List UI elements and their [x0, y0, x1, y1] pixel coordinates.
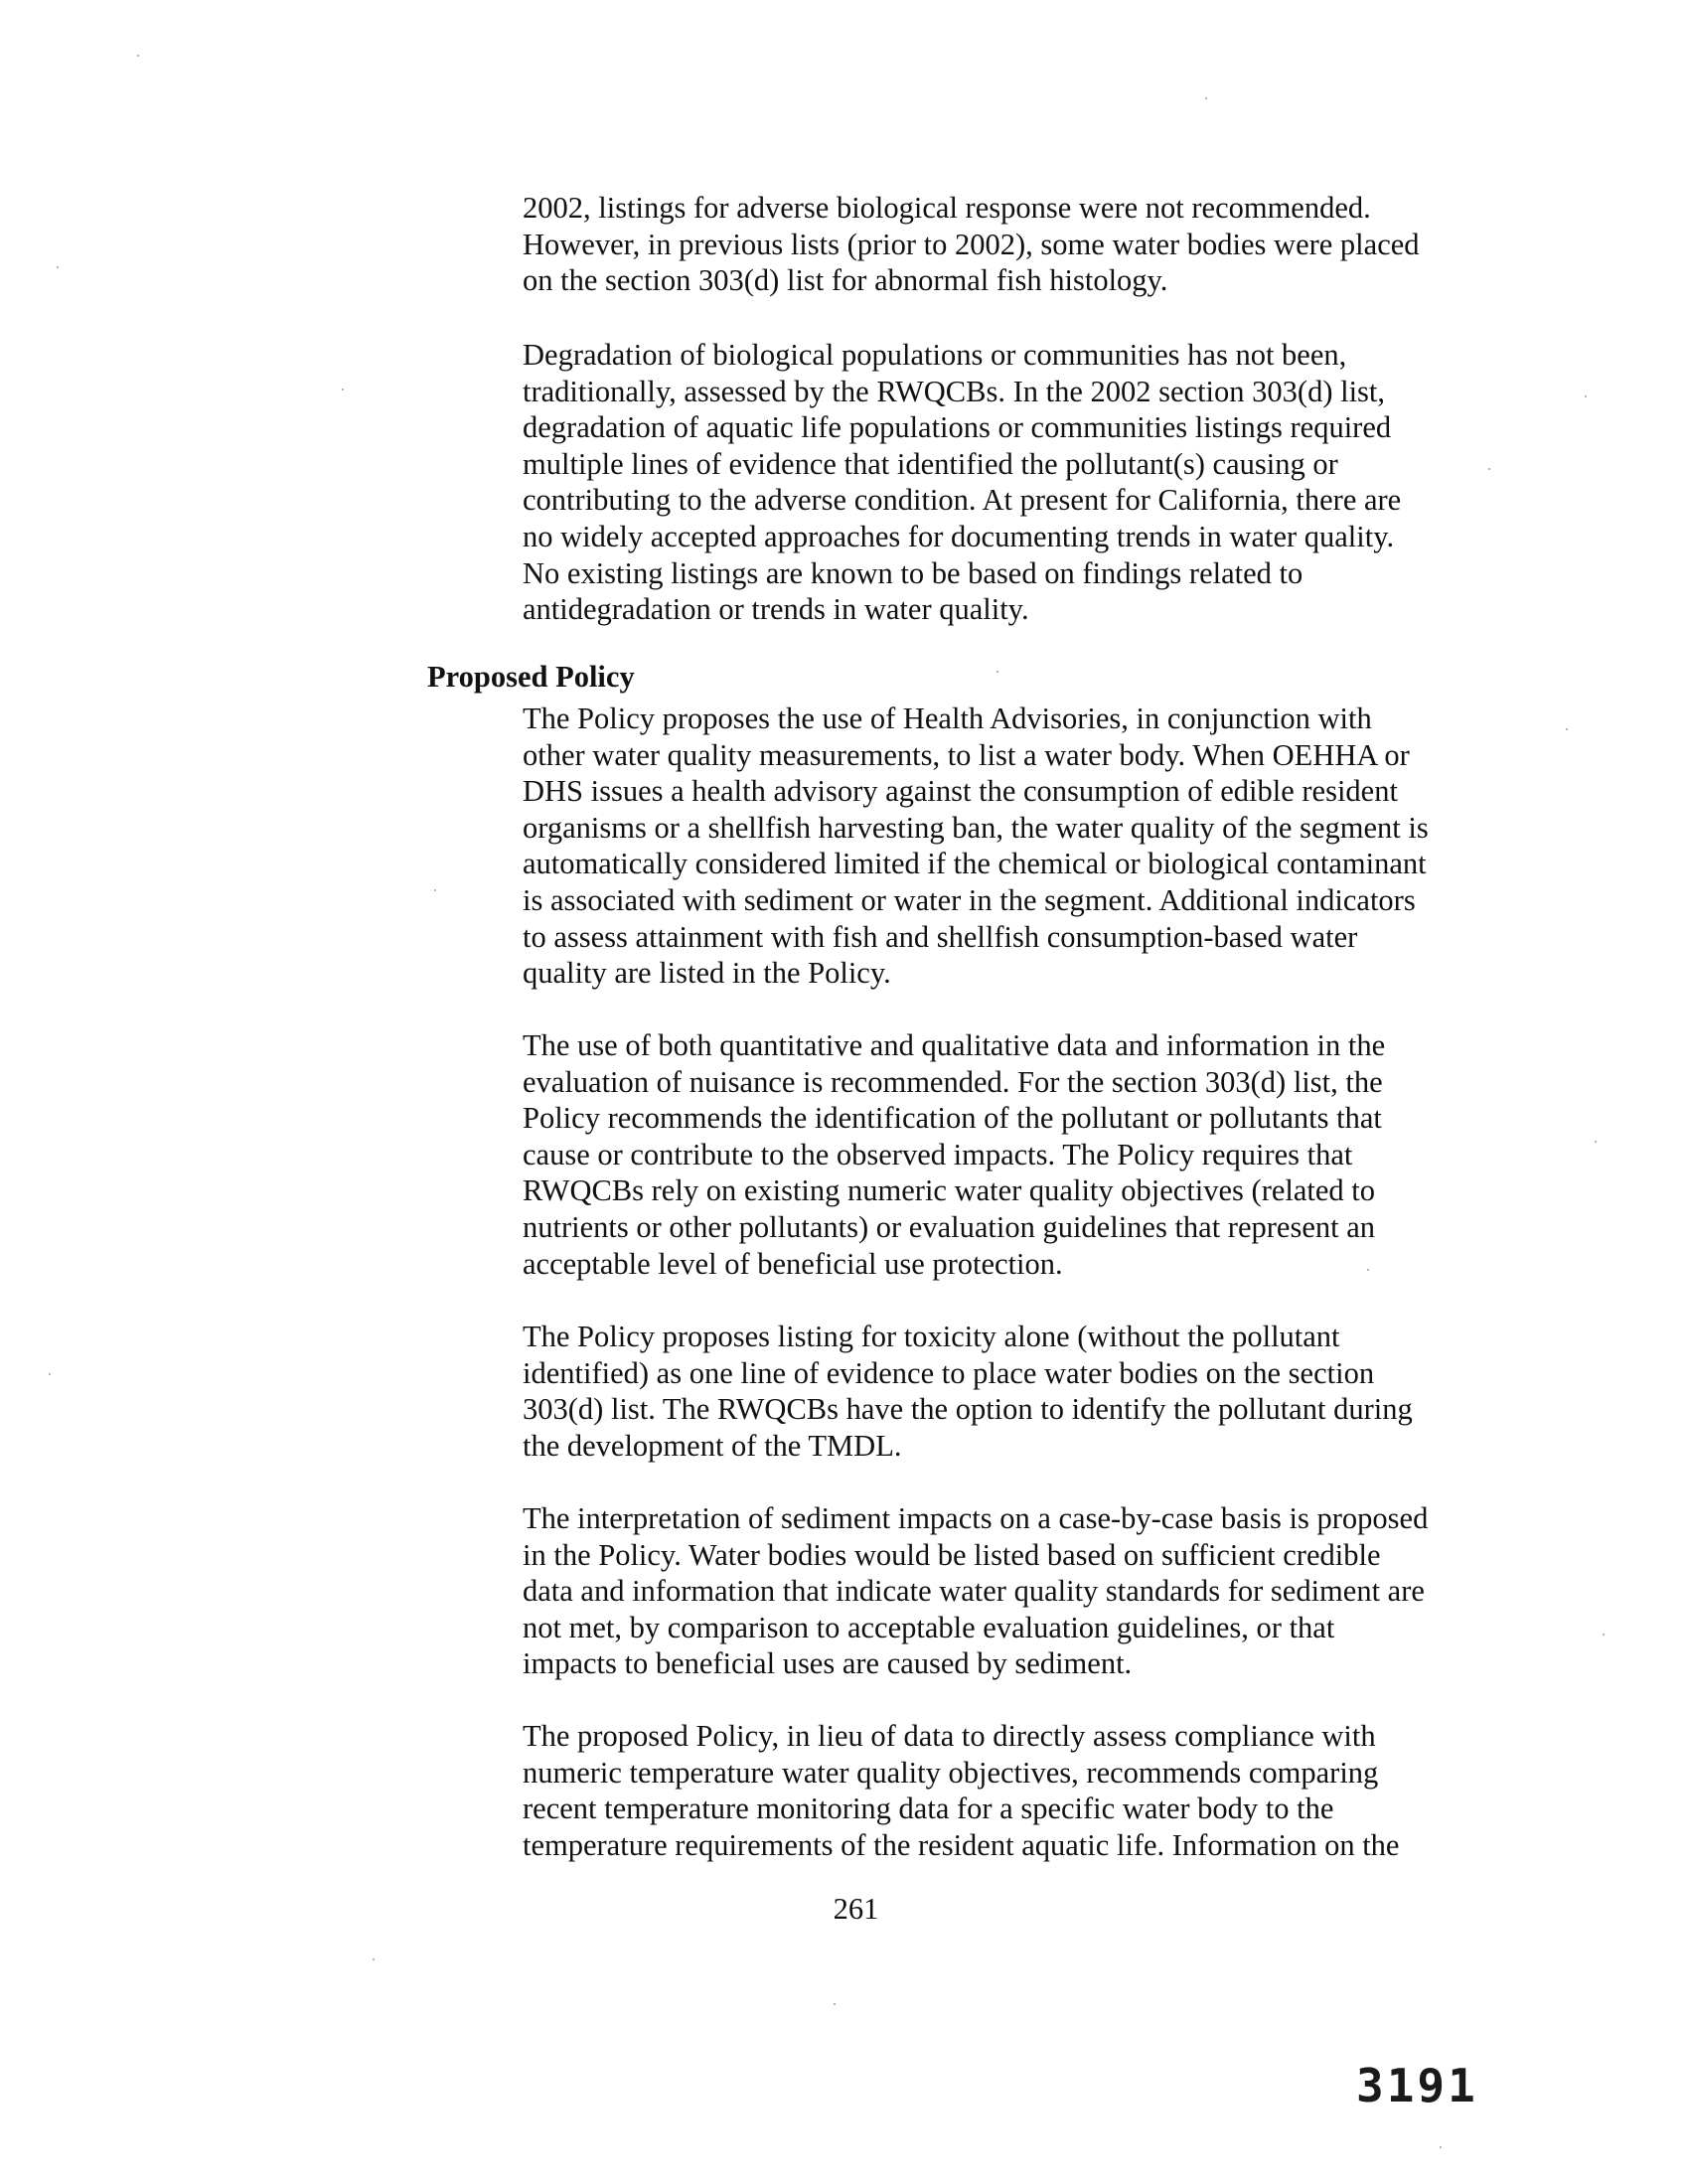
text-line: traditionally, assessed by the RWQCBs. In the 2002 section 303(d) list,	[523, 374, 1386, 408]
scan-speck	[373, 1958, 375, 1960]
text-line: acceptable level of beneficial use protection.	[523, 1246, 1063, 1281]
text-line: No existing listings are known to be based on findings related to	[523, 555, 1303, 590]
text-line: no widely accepted approaches for documenting trends in water quality.	[523, 519, 1395, 553]
text-line: The proposed Policy, in lieu of data to directly assess compliance with	[523, 1719, 1376, 1753]
scan-speck	[1603, 1634, 1605, 1636]
text-line: numeric temperature water quality objectives, recommends comparing	[523, 1755, 1379, 1790]
scan-speck	[1595, 1141, 1597, 1143]
text-line: However, in previous lists (prior to 2002), some water bodies were placed	[523, 227, 1420, 261]
text-line: organisms or a shellfish harvesting ban, the water quality of the segment is	[523, 810, 1429, 845]
section-heading: Proposed Policy	[427, 660, 635, 694]
paragraph-health-advisories	[523, 701, 1496, 992]
scan-speck	[49, 1373, 51, 1375]
text-line: the development of the TMDL.	[523, 1428, 902, 1463]
text-line: The Policy proposes listing for toxicity alone (without the pollutant	[523, 1320, 1340, 1353]
paragraph-biological-response	[523, 190, 1496, 299]
text-line: impacts to beneficial uses are caused by sediment.	[523, 1646, 1133, 1681]
text-line: antidegradation or trends in water quality.	[523, 592, 1029, 627]
text-line: cause or contribute to the observed impacts. The Policy requires that	[523, 1137, 1353, 1171]
text-line: not met, by comparison to acceptable evaluation guidelines, or that	[523, 1610, 1335, 1644]
text-line: evaluation of nuisance is recommended. For the section 303(d) list, the	[523, 1064, 1383, 1099]
text-line: automatically considered limited if the chemical or biological contaminant	[523, 847, 1427, 881]
text-line: on the section 303(d) list for abnormal fish histology.	[523, 263, 1168, 298]
scan-speck	[1566, 728, 1568, 730]
text-line: other water quality measurements, to list a water body. When OEHHA or	[523, 737, 1410, 772]
paragraph-nuisance	[523, 1027, 1496, 1282]
paragraph-temperature	[523, 1718, 1496, 1863]
text-line: The Policy proposes the use of Health Advisories, in conjunction with	[523, 702, 1372, 735]
text-line: contributing to the adverse condition. At present for California, there are	[523, 483, 1402, 518]
text-line: to assess attainment with fish and shellfish consumption-based water	[523, 919, 1358, 954]
text-line: temperature requirements of the resident aquatic life. Information on the	[523, 1827, 1400, 1862]
text-line: multiple lines of evidence that identified the pollutant(s) causing or	[523, 446, 1338, 481]
text-line: nutrients or other pollutants) or evaluation guidelines that represent an	[523, 1209, 1375, 1244]
scan-speck	[1367, 1269, 1369, 1271]
text-line: in the Policy. Water bodies would be listed based on sufficient credible	[523, 1537, 1381, 1572]
scan-speck	[1488, 468, 1490, 470]
paragraph-degradation	[523, 337, 1496, 628]
scan-speck	[57, 266, 59, 268]
text-line: identified) as one line of evidence to place water bodies on the section	[523, 1355, 1375, 1390]
scan-speck	[996, 671, 998, 673]
text-line: degradation of aquatic life populations or communities listings required	[523, 410, 1392, 445]
text-line: 2002, listings for adverse biological response were not recommended.	[523, 191, 1371, 225]
scan-speck	[1205, 97, 1207, 99]
scan-speck	[1585, 395, 1587, 397]
scan-speck	[1440, 2146, 1442, 2148]
text-line: Degradation of biological populations or communities has not been,	[523, 338, 1347, 372]
text-line: is associated with sediment or water in the segment. Additional indicators	[523, 882, 1416, 917]
text-line: The use of both quantitative and qualitative data and information in the	[523, 1028, 1386, 1062]
text-line: Policy recommends the identification of the pollutant or pollutants that	[523, 1101, 1382, 1136]
scan-speck	[137, 55, 139, 57]
text-line: 303(d) list. The RWQCBs have the option to identify the pollutant during	[523, 1392, 1413, 1427]
bates-stamp-number: 3191	[1356, 2059, 1478, 2112]
text-line: RWQCBs rely on existing numeric water quality objectives (related to	[523, 1173, 1376, 1208]
text-line: The interpretation of sediment impacts on a case-by-case basis is proposed	[523, 1501, 1429, 1535]
scan-speck	[342, 389, 344, 390]
text-line: quality are listed in the Policy.	[523, 956, 891, 991]
scan-speck	[834, 2003, 836, 2005]
paragraph-toxicity	[523, 1319, 1496, 1464]
text-line: DHS issues a health advisory against the consumption of edible resident	[523, 774, 1398, 809]
page-number: 261	[833, 1892, 879, 1926]
text-line: data and information that indicate water quality standards for sediment are	[523, 1574, 1425, 1609]
paragraph-sediment	[523, 1500, 1496, 1682]
text-line: recent temperature monitoring data for a specific water body to the	[523, 1792, 1334, 1826]
scan-speck	[434, 889, 436, 891]
